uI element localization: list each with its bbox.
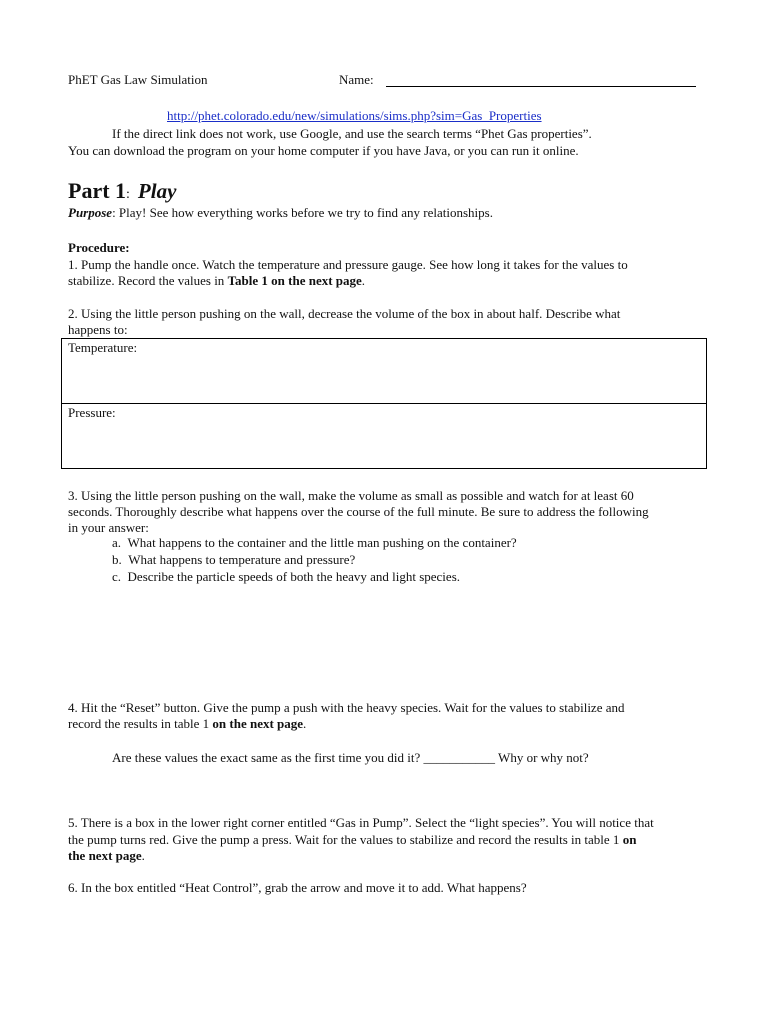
part1-label: Part 1 [68, 178, 127, 203]
step1-period: . [361, 273, 366, 288]
next-page-reference: on the next page [212, 716, 304, 731]
step1-line-2 [68, 272, 365, 289]
step3-line-3: in your answer: [68, 520, 149, 535]
step5-line-2-text: the pump turns red. Give the pump a press. Wait for the values to stabilize and record the results in table 1 [68, 832, 623, 847]
temperature-label: Temperature: [68, 340, 138, 355]
simulation-link[interactable]: http://phet.colorado.edu/new/simulations/sims.php?sim=Gas_Properties [167, 108, 542, 123]
step4-period: . [303, 716, 307, 731]
step2-line-2: happens to: [68, 322, 128, 337]
step5-line-2 [68, 831, 636, 848]
purpose-line [68, 204, 493, 221]
part1-colon: : [126, 187, 130, 202]
list-item [112, 552, 355, 568]
part1-subtitle: Play [137, 179, 177, 203]
intro-line-2: You can download the program on your home computer if you have Java, or you can run it online. [68, 143, 579, 158]
pressure-answer-cell[interactable] [62, 404, 706, 468]
step1-line-2-text: stabilize. Record the values in [68, 273, 228, 288]
list-item-text: What happens to the container and the little man pushing on the container? [127, 535, 517, 550]
step4-question: Are these values the exact same as the first time you did it? ___________ Why or why not? [112, 750, 589, 765]
step4-line-2 [68, 715, 306, 732]
step5-line-3 [68, 847, 145, 864]
temperature-answer-cell[interactable] [62, 339, 706, 404]
list-marker: c. [112, 569, 122, 584]
step5-line-1: 5. There is a box in the lower right corner entitled “Gas in Pump”. Select the “light species”. You will notice that [68, 815, 654, 830]
table1-reference: Table 1 on the next page [227, 273, 362, 288]
step4-line-1: 4. Hit the “Reset” button. Give the pump a push with the heavy species. Wait for the values to stabilize and [68, 700, 625, 715]
step6-line-1: 6. In the box entitled “Heat Control”, grab the arrow and move it to add. What happens? [68, 880, 527, 895]
worksheet-title: PhET Gas Law Simulation [68, 72, 208, 87]
next-page-reference: the next page [68, 848, 142, 863]
name-label: Name: [339, 72, 374, 87]
on-reference: on [622, 832, 637, 847]
list-marker: b. [112, 552, 122, 567]
step3-line-2: seconds. Thoroughly describe what happens over the course of the full minute. Be sure to address the following [68, 504, 649, 519]
list-marker: a. [112, 535, 122, 550]
list-item [112, 535, 517, 551]
name-blank-line[interactable] [386, 86, 696, 87]
step1-line-1: 1. Pump the handle once. Watch the temperature and pressure gauge. See how long it takes for the values to [68, 257, 628, 272]
part1-heading [68, 178, 176, 204]
step2-line-1: 2. Using the little person pushing on the wall, decrease the volume of the box in about half. Describe what [68, 306, 621, 321]
list-item-text: Describe the particle speeds of both the heavy and light species. [127, 569, 461, 584]
intro-line-1: If the direct link does not work, use Google, and use the search terms “Phet Gas properties”. [112, 126, 592, 141]
purpose-text: : Play! See how everything works before we try to find any relationships. [112, 205, 493, 220]
step3-line-1: 3. Using the little person pushing on the wall, make the volume as small as possible and watch for at least 60 [68, 488, 634, 503]
step2-answer-table [61, 338, 707, 469]
purpose-label: Purpose [68, 205, 113, 220]
step4-line-2-text: record the results in table 1 [68, 716, 213, 731]
list-item [112, 569, 460, 585]
procedure-heading: Procedure: [68, 240, 130, 255]
pressure-label: Pressure: [68, 405, 116, 420]
step5-period: . [141, 848, 145, 863]
list-item-text: What happens to temperature and pressure? [128, 552, 356, 567]
